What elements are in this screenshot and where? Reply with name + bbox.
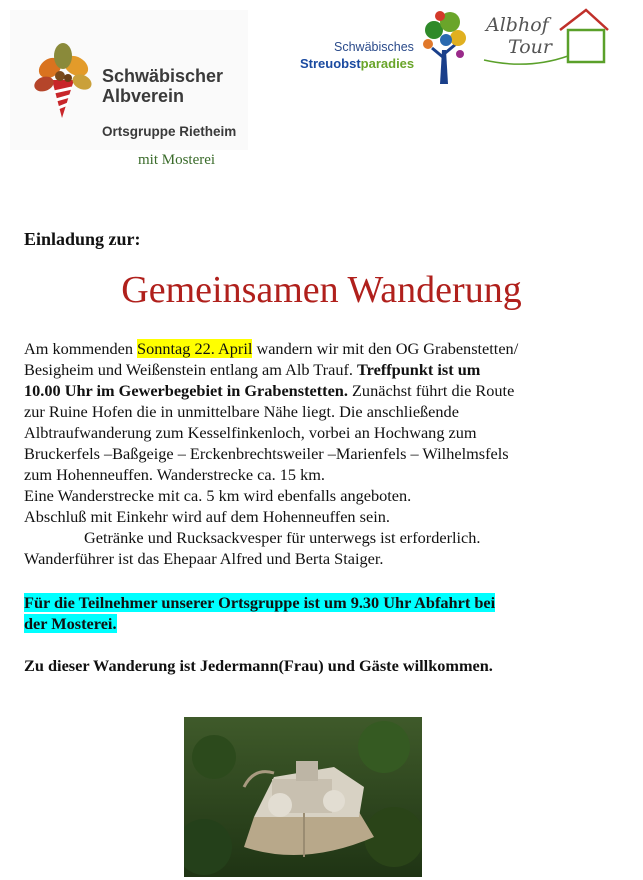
body-text: wandern wir mit den OG Grabenstetten/ [252, 339, 519, 358]
body-line-4: zur Ruine Hofen die in unmittelbare Nähe liegt. Die anschließende [24, 402, 459, 421]
meeting-point-text: Treffpunkt ist um [357, 360, 481, 379]
albverein-title-line1: Schwäbischer [102, 66, 224, 86]
albverein-title-line2: Albverein [102, 86, 185, 106]
invitation-intro: Einladung zur: [24, 229, 141, 249]
body-line-8: Eine Wanderstrecke mit ca. 5 km wird ebenfalls angeboten. [24, 486, 412, 505]
meeting-point-text: 10.00 Uhr im Gewerbegebiet in Grabenstetten. [24, 381, 348, 400]
notice-line-1 [24, 593, 495, 613]
notice-line-2 [24, 614, 117, 634]
streuobst-bold-text [300, 56, 414, 71]
streuobst-word: Streuobst [300, 56, 361, 71]
body-line-6: Bruckerfels –Baßgeige – Erckenbrechtsweiler –Marienfels – Wilhelmsfels [24, 444, 509, 463]
albhof-word: Albhof [486, 14, 549, 36]
leaf-bouquet-icon [32, 40, 94, 122]
albhof-tour-logo [478, 4, 610, 74]
albverein-logo [10, 10, 248, 150]
body-line-9: Abschluß mit Einkehr wird auf dem Hohenneuffen sein. [24, 507, 390, 526]
body-line-11: Wanderführer ist das Ehepaar Alfred und Berta Staiger. [24, 549, 384, 568]
body-line-5: Albtraufwanderung zum Kesselfinkenloch, vorbei an Hochwang zum [24, 423, 477, 442]
notice-text: der Mosterei. [24, 614, 117, 633]
body-text: Zunächst führt die Route [347, 381, 515, 400]
page-title: Gemeinsamen Wanderung [121, 269, 522, 311]
date-highlight: Sonntag 22. April [137, 339, 253, 358]
body-text: Am kommenden [24, 339, 138, 358]
streuobst-top-text: Schwäbisches [334, 40, 414, 54]
notice-text: Für die Teilnehmer unserer Ortsgruppe ist um 9.30 Uhr Abfahrt bei [24, 593, 496, 612]
body-text: Besigheim und Weißenstein entlang am Alb Trauf. [24, 360, 358, 379]
welcome-line: Zu dieser Wanderung ist Jedermann(Frau) und Gäste willkommen. [24, 656, 493, 675]
castle-ruin-photo [184, 717, 422, 877]
body-line-2 [24, 360, 480, 380]
ortsgruppe-label: Ortsgruppe Rietheim [102, 124, 237, 139]
tree-icon [420, 8, 468, 86]
streuobstparadies-logo [300, 8, 470, 88]
body-line-10: Getränke und Rucksackvesper für unterwegs ist erforderlich. [84, 528, 481, 547]
mosterei-label: mit Mosterei [138, 152, 216, 168]
tour-word: Tour [508, 36, 552, 58]
body-line-3 [24, 381, 514, 401]
body-line-7: zum Hohenneuffen. Wanderstrecke ca. 15 km. [24, 465, 325, 484]
paradies-word: paradies [360, 56, 415, 71]
body-line-1 [24, 339, 518, 359]
